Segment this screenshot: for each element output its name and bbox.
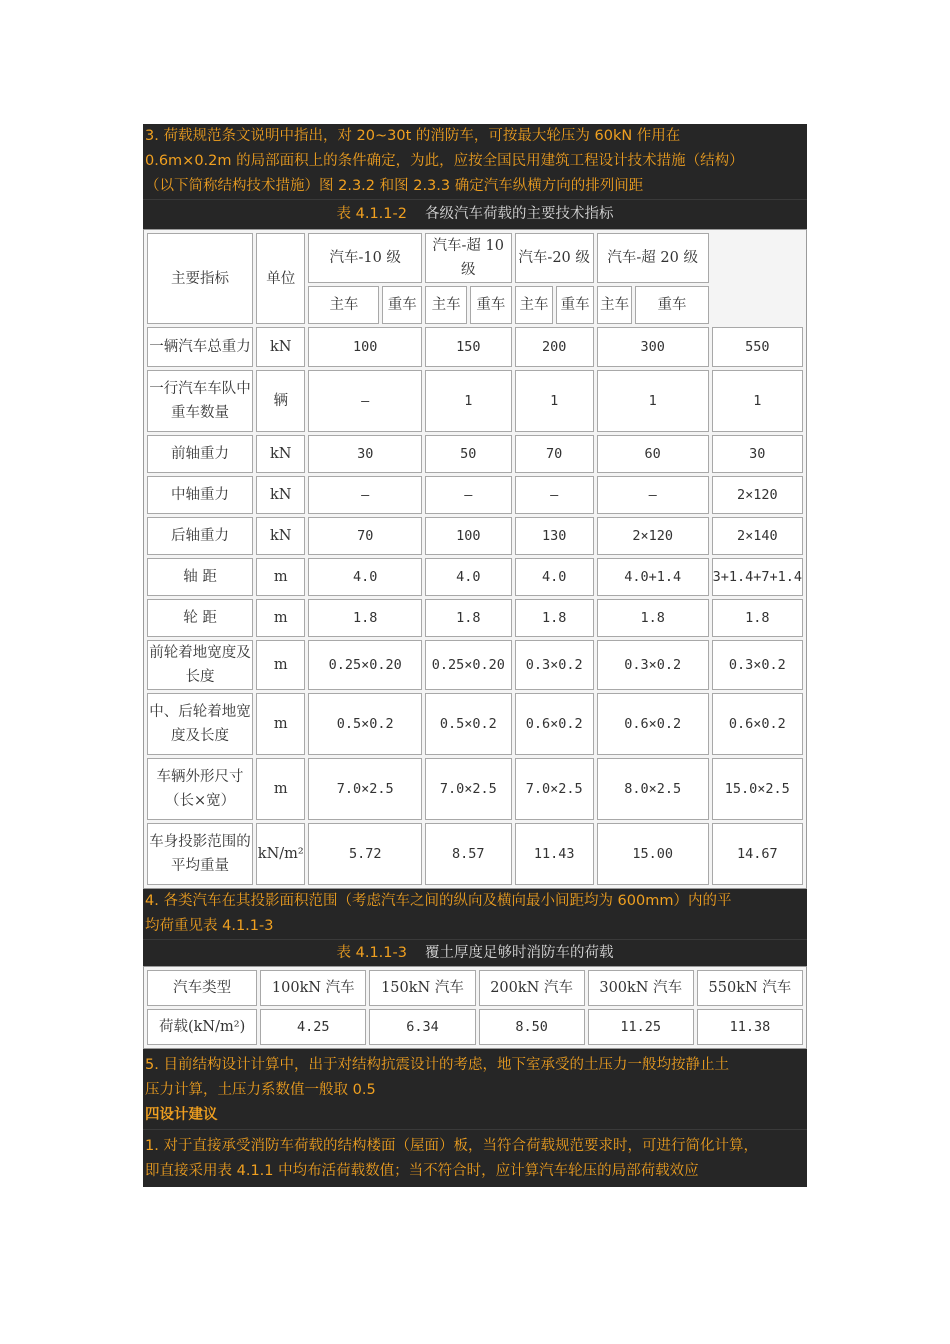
header-sub: 主车	[597, 286, 633, 324]
header-sub: 主车	[308, 286, 379, 324]
row-value: 100	[308, 327, 422, 367]
row-label: 后轴重力	[147, 517, 253, 555]
table-row	[147, 558, 803, 596]
load-value: 4.25	[260, 1009, 366, 1045]
row-label: 中轴重力	[147, 476, 253, 514]
load-header: 550kN 汽车	[697, 970, 803, 1006]
header-group: 汽车-20 级	[515, 233, 594, 283]
row-value: 1	[425, 370, 512, 432]
row-value: 550	[712, 327, 803, 367]
row-unit: kN	[256, 435, 305, 473]
row-value: 200	[515, 327, 594, 367]
table-row	[147, 370, 803, 432]
table-row	[147, 435, 803, 473]
row-value: 1.8	[308, 599, 422, 637]
header-sub: 重车	[556, 286, 593, 324]
row-unit: m	[256, 599, 305, 637]
header-group: 汽车-超 10 级	[425, 233, 512, 283]
vehicle-load-table	[143, 229, 807, 889]
row-value: 8.0×2.5	[597, 758, 709, 820]
row-unit: m	[256, 758, 305, 820]
header-indicator: 主要指标	[147, 233, 253, 324]
row-unit: kN/m²	[256, 823, 305, 885]
row-value: 7.0×2.5	[308, 758, 422, 820]
row-value: 8.57	[425, 823, 512, 885]
row-value: 0.3×0.2	[515, 640, 594, 690]
row-label: 中、后轮着地宽度及长度	[147, 693, 253, 755]
load-value: 6.34	[369, 1009, 475, 1045]
row-value: 1.8	[515, 599, 594, 637]
row-value: 0.6×0.2	[597, 693, 709, 755]
row-value: 300	[597, 327, 709, 367]
row-value: 4.0+1.4	[597, 558, 709, 596]
row-value: 30	[712, 435, 803, 473]
row-label: 轮 距	[147, 599, 253, 637]
row-value: 3+1.4+7+1.4	[712, 558, 803, 596]
header-unit: 单位	[256, 233, 305, 324]
row-value: 0.5×0.2	[425, 693, 512, 755]
row-label: 轴 距	[147, 558, 253, 596]
row-value: —	[597, 476, 709, 514]
note-5	[143, 1049, 807, 1103]
header-sub: 主车	[515, 286, 554, 324]
header-sub: 重车	[382, 286, 422, 324]
load-header: 150kN 汽车	[369, 970, 475, 1006]
row-value: 1.8	[712, 599, 803, 637]
suggestion-1	[143, 1130, 807, 1187]
document	[143, 124, 807, 1187]
row-unit: kN	[256, 476, 305, 514]
row-label: 一行汽车车队中重车数量	[147, 370, 253, 432]
row-unit: kN	[256, 517, 305, 555]
table-row	[147, 823, 803, 885]
row-value: 5.72	[308, 823, 422, 885]
header-sub: 重车	[635, 286, 708, 324]
row-value: 4.0	[515, 558, 594, 596]
table-1-caption	[143, 199, 807, 229]
table-1-caption-number: 表 4.1.1-2	[336, 206, 407, 222]
row-value: 2×140	[712, 517, 803, 555]
header-group: 汽车-10 级	[308, 233, 422, 283]
row-label: 车辆外形尺寸（长×宽）	[147, 758, 253, 820]
load-row-label: 荷载(kN/m²)	[147, 1009, 257, 1045]
table-row	[147, 327, 803, 367]
row-unit: kN	[256, 327, 305, 367]
row-value: 130	[515, 517, 594, 555]
note-3-line: （以下简称结构技术措施）图 2.3.2 和图 2.3.3 确定汽车纵横方向的排列间距	[145, 178, 644, 194]
row-value: 0.3×0.2	[712, 640, 803, 690]
row-value: 11.43	[515, 823, 594, 885]
note-4	[143, 889, 807, 939]
note-3-line: 0.6m×0.2m 的局部面积上的条件确定，为此，应按全国民用建筑工程设计技术措施（结构）	[145, 153, 744, 169]
vehicle-load-table-body	[147, 327, 803, 885]
row-value: —	[515, 476, 594, 514]
note-4-line: 均荷重见表 4.1.1-3	[145, 918, 274, 934]
table-row	[147, 693, 803, 755]
table-2-caption-title: 覆土厚度足够时消防车的荷载	[424, 945, 614, 961]
row-unit: m	[256, 558, 305, 596]
load-header: 汽车类型	[147, 970, 257, 1006]
row-value: 15.00	[597, 823, 709, 885]
row-value: 7.0×2.5	[425, 758, 512, 820]
row-value: 1	[597, 370, 709, 432]
row-value: 15.0×2.5	[712, 758, 803, 820]
header-sub: 主车	[425, 286, 467, 324]
note-3	[143, 124, 807, 199]
row-value: 14.67	[712, 823, 803, 885]
row-value: 2×120	[712, 476, 803, 514]
header-group: 汽车-超 20 级	[597, 233, 709, 283]
suggestion-1-line: 即直接采用表 4.1.1 中均布活荷载数值；当不符合时，应计算汽车轮压的局部荷载效应	[145, 1163, 699, 1179]
row-value: 0.5×0.2	[308, 693, 422, 755]
row-value: —	[308, 370, 422, 432]
table-1-caption-title: 各级汽车荷载的主要技术指标	[424, 206, 614, 222]
row-value: —	[425, 476, 512, 514]
suggestion-1-line: 1. 对于直接承受消防车荷载的结构楼面（屋面）板，当符合荷载规范要求时，可进行简化计算，	[145, 1138, 758, 1154]
load-header: 200kN 汽车	[479, 970, 585, 1006]
row-value: 4.0	[425, 558, 512, 596]
row-value: 70	[515, 435, 594, 473]
table-row	[147, 599, 803, 637]
note-3-line: 3. 荷载规范条文说明中指出，对 20~30t 的消防车，可按最大轮压为 60kN 作用在	[145, 128, 681, 144]
row-value: 0.3×0.2	[597, 640, 709, 690]
row-value: 150	[425, 327, 512, 367]
row-value: 1.8	[425, 599, 512, 637]
row-label: 前轴重力	[147, 435, 253, 473]
load-value: 11.25	[588, 1009, 694, 1045]
note-4-line: 4. 各类汽车在其投影面积范围（考虑汽车之间的纵向及横向最小间距均为 600mm）内的平	[145, 893, 732, 909]
row-unit: m	[256, 693, 305, 755]
row-value: 0.25×0.20	[308, 640, 422, 690]
load-value: 11.38	[697, 1009, 803, 1045]
row-unit: 辆	[256, 370, 305, 432]
header-sub: 重车	[470, 286, 511, 324]
table-row	[147, 517, 803, 555]
row-label: 车身投影范围的平均重量	[147, 823, 253, 885]
row-value: 1.8	[597, 599, 709, 637]
table-row	[147, 640, 803, 690]
row-value: 70	[308, 517, 422, 555]
row-value: 100	[425, 517, 512, 555]
load-header: 100kN 汽车	[260, 970, 366, 1006]
row-value: 60	[597, 435, 709, 473]
row-value: 1	[515, 370, 594, 432]
section-heading: 四设计建议	[143, 1103, 807, 1130]
load-header: 300kN 汽车	[588, 970, 694, 1006]
table-2-caption-number: 表 4.1.1-3	[336, 945, 407, 961]
row-value: 0.6×0.2	[712, 693, 803, 755]
row-value: 0.6×0.2	[515, 693, 594, 755]
note-5-line: 压力计算，土压力系数值一般取 0.5	[145, 1082, 376, 1098]
row-value: 50	[425, 435, 512, 473]
row-value: 2×120	[597, 517, 709, 555]
row-value: 30	[308, 435, 422, 473]
row-value: —	[308, 476, 422, 514]
fire-truck-load-table	[143, 966, 807, 1049]
table-row	[147, 758, 803, 820]
table-2-caption	[143, 939, 807, 966]
row-value: 1	[712, 370, 803, 432]
row-value: 0.25×0.20	[425, 640, 512, 690]
row-unit: m	[256, 640, 305, 690]
row-label: 前轮着地宽度及长度	[147, 640, 253, 690]
table-row	[147, 476, 803, 514]
row-label: 一辆汽车总重力	[147, 327, 253, 367]
note-5-line: 5. 目前结构设计计算中，出于对结构抗震设计的考虑，地下室承受的土压力一般均按静止土	[145, 1057, 729, 1073]
load-value: 8.50	[479, 1009, 585, 1045]
row-value: 4.0	[308, 558, 422, 596]
row-value: 7.0×2.5	[515, 758, 594, 820]
